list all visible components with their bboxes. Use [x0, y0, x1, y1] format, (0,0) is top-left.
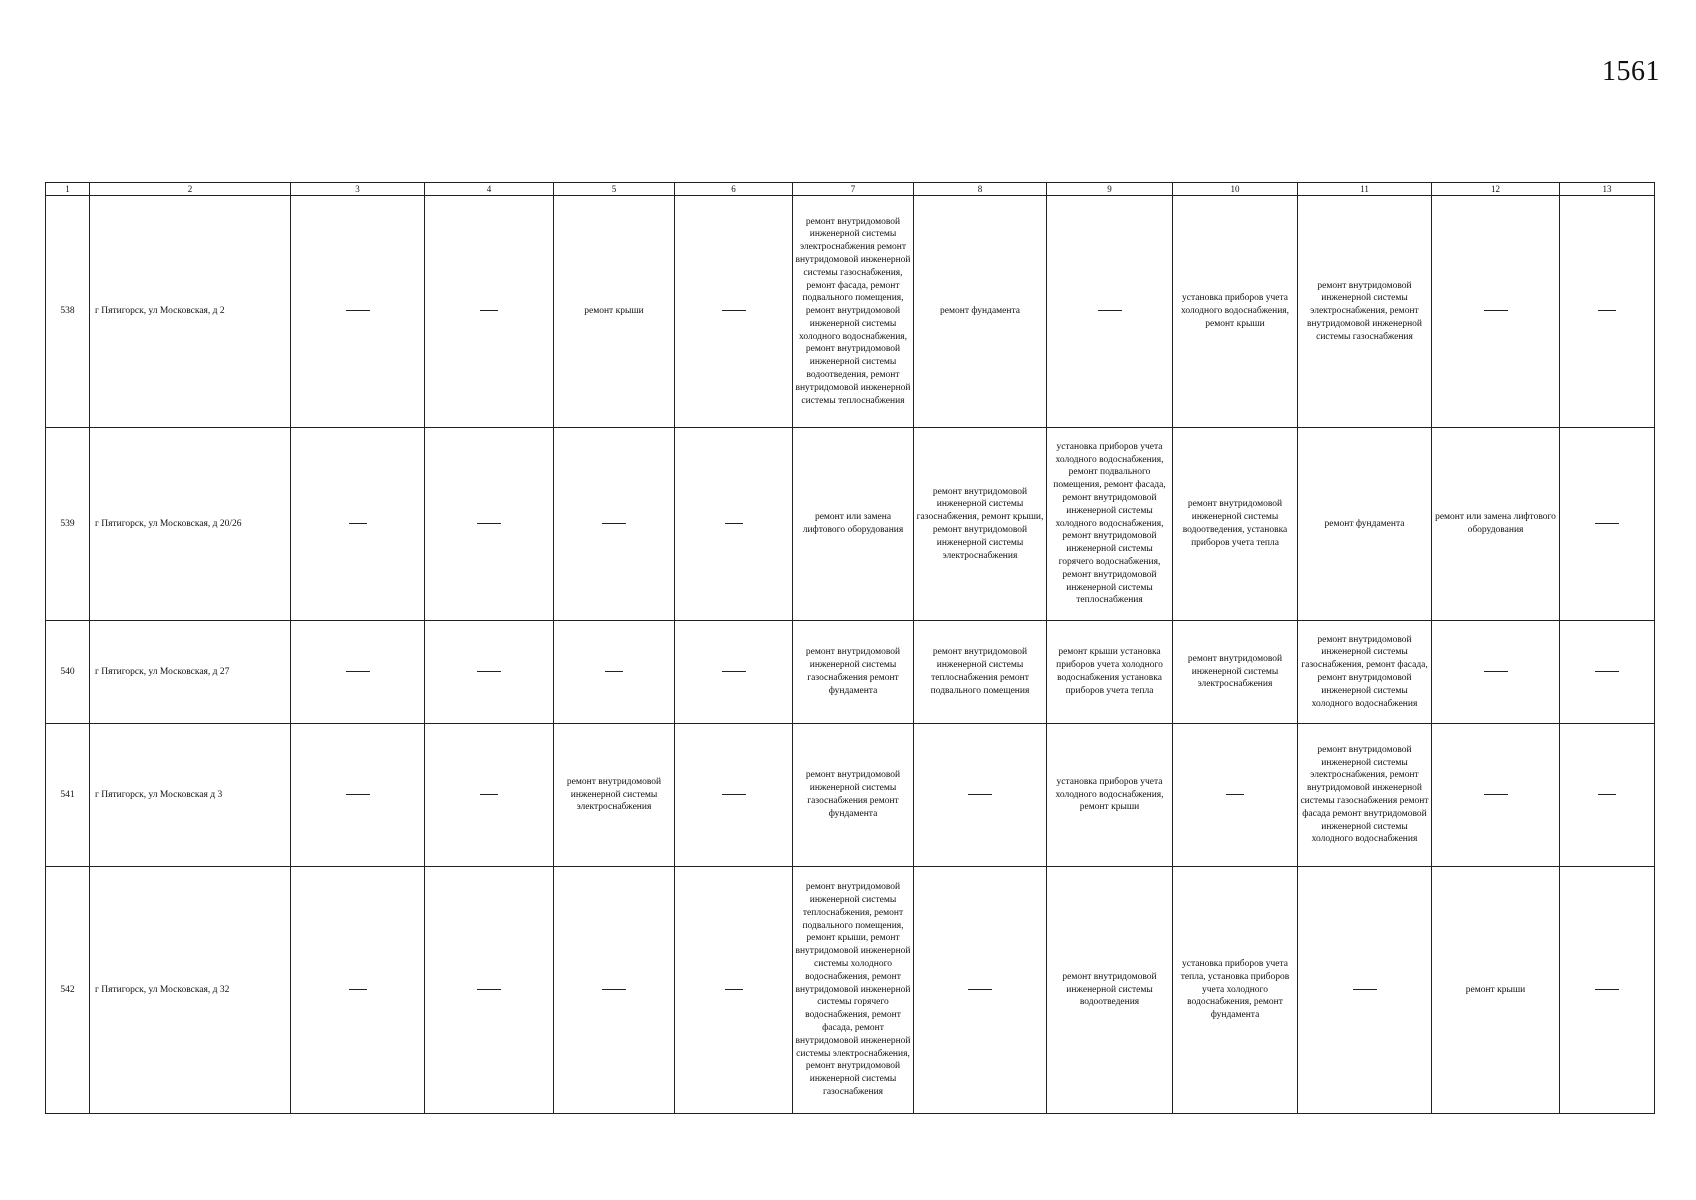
- cell-text: г Пятигорск, ул Московская, д 20/26: [95, 518, 242, 529]
- row-number-cell: [46, 621, 90, 724]
- dash-mark: [1484, 671, 1508, 672]
- dash-mark: [725, 523, 743, 524]
- dash-mark: [1484, 794, 1508, 795]
- repair-work-cell: [1173, 621, 1298, 724]
- table-row: [46, 196, 1655, 428]
- cell-text: г Пятигорск, ул Московская, д 32: [95, 984, 230, 995]
- dash-mark: [349, 989, 367, 990]
- cell-text: ремонт внутридомовой инженерной системы электроснабжения: [1187, 653, 1283, 690]
- address-cell: [90, 428, 291, 621]
- address-cell: [90, 724, 291, 867]
- repair-work-cell: [914, 196, 1047, 428]
- cell-text: ремонт внутридомовой инженерной системы теплоснабжения ремонт подвального помещения: [930, 647, 1030, 696]
- repair-work-cell: [675, 724, 793, 867]
- repair-work-cell: [675, 196, 793, 428]
- repair-work-cell: [793, 724, 914, 867]
- table-row: [46, 867, 1655, 1114]
- column-number: 10: [1173, 183, 1298, 196]
- column-number: 11: [1298, 183, 1432, 196]
- cell-text: ремонт внутридомовой инженерной системы газоснабжения ремонт фундамента: [805, 647, 901, 696]
- cell-text: установка приборов учета холодного водоснабжения, ремонт крыши: [1180, 293, 1290, 329]
- row-number-cell: [46, 428, 90, 621]
- dash-mark: [477, 523, 501, 524]
- dash-mark: [1595, 671, 1619, 672]
- column-number: 4: [425, 183, 554, 196]
- dash-mark: [1598, 310, 1616, 311]
- repair-work-cell: [1560, 724, 1655, 867]
- repair-work-cell: [425, 621, 554, 724]
- cell-text: 542: [60, 984, 75, 995]
- repair-work-cell: [425, 428, 554, 621]
- repair-work-cell: [1298, 724, 1432, 867]
- repair-work-cell: [1298, 621, 1432, 724]
- repair-work-cell: [1560, 196, 1655, 428]
- cell-text: ремонт внутридомовой инженерной системы водоотведения: [1062, 971, 1157, 1008]
- cell-text: 541: [60, 789, 75, 800]
- repair-work-cell: [1560, 867, 1655, 1114]
- cell-text: 539: [60, 518, 75, 529]
- repair-work-cell: [1047, 621, 1173, 724]
- repair-work-cell: [793, 621, 914, 724]
- dash-mark: [1595, 523, 1619, 524]
- column-number: 9: [1047, 183, 1173, 196]
- repair-work-cell: [554, 428, 675, 621]
- repair-work-cell: [675, 867, 793, 1114]
- column-number: 6: [675, 183, 793, 196]
- dash-mark: [349, 523, 367, 524]
- cell-text: ремонт крыши установка приборов учета холодного водоснабжения установка приборов учета тепла: [1056, 647, 1163, 696]
- repair-work-cell: [1047, 867, 1173, 1114]
- column-number: 13: [1560, 183, 1655, 196]
- dash-mark: [480, 794, 498, 795]
- repair-work-cell: [291, 196, 425, 428]
- dash-mark: [1595, 989, 1619, 990]
- dash-mark: [605, 671, 623, 672]
- cell-text: г Пятигорск, ул Московская, д 2: [95, 306, 225, 317]
- cell-text: установка приборов учета холодного водоснабжения, ремонт крыши: [1055, 776, 1164, 813]
- repair-work-cell: [291, 867, 425, 1114]
- repair-work-cell: [1047, 428, 1173, 621]
- cell-text: г Пятигорск, ул Московская, д 27: [95, 666, 230, 677]
- dash-mark: [480, 310, 498, 311]
- column-number-row: [46, 183, 1655, 196]
- column-number: 5: [554, 183, 675, 196]
- row-number-cell: [46, 196, 90, 428]
- column-number: 2: [90, 183, 291, 196]
- repair-work-cell: [1560, 621, 1655, 724]
- repair-work-cell: [675, 621, 793, 724]
- column-number: 7: [793, 183, 914, 196]
- dash-mark: [968, 794, 992, 795]
- repair-work-cell: [291, 621, 425, 724]
- repair-work-cell: [914, 428, 1047, 621]
- dash-mark: [722, 310, 746, 311]
- cell-text: 540: [60, 666, 75, 677]
- repair-work-cell: [914, 867, 1047, 1114]
- column-number: 3: [291, 183, 425, 196]
- table-row: [46, 621, 1655, 724]
- repair-work-cell: [425, 724, 554, 867]
- address-cell: [90, 621, 291, 724]
- repair-work-cell: [793, 428, 914, 621]
- table-body: [46, 196, 1655, 1114]
- repair-work-cell: [1173, 196, 1298, 428]
- cell-text: ремонт внутридомовой инженерной системы электроснабжения: [566, 776, 662, 813]
- repair-work-cell: [1173, 867, 1298, 1114]
- dash-mark: [1098, 310, 1122, 311]
- repair-work-cell: [291, 428, 425, 621]
- cell-text: ремонт фундамента: [940, 306, 1020, 317]
- repair-work-cell: [554, 867, 675, 1114]
- dash-mark: [725, 989, 743, 990]
- cell-text: ремонт крыши: [584, 306, 644, 317]
- dash-mark: [1598, 794, 1616, 795]
- cell-text: установка приборов учета тепла, установка приборов учета холодного водоснабжения, ремонт фундамента: [1180, 959, 1290, 1021]
- dash-mark: [477, 671, 501, 672]
- repair-work-cell: [1432, 724, 1560, 867]
- repair-work-cell: [914, 724, 1047, 867]
- repair-work-cell: [1432, 867, 1560, 1114]
- column-number: 1: [46, 183, 90, 196]
- cell-text: ремонт внутридомовой инженерной системы теплоснабжения, ремонт подвального помещения, ремонт крыши, ремонт внутридомовой инженерной системы холодного водоснабжения, ремонт внутридомовой инженерной системы горячего водоснабжения, ремонт фасада, ремонт внутридомовой инженерной системы электроснабжения, ремонт внутридомовой инженерной системы газоснабжения: [795, 882, 911, 1097]
- table-row: [46, 428, 1655, 621]
- repair-work-cell: [1432, 621, 1560, 724]
- repair-work-cell: [1173, 724, 1298, 867]
- cell-text: ремонт внутридомовой инженерной системы газоснабжения, ремонт фасада, ремонт внутридомовой инженерной системы холодного водоснабжения: [1301, 634, 1428, 709]
- row-number-cell: [46, 724, 90, 867]
- repair-work-cell: [291, 724, 425, 867]
- cell-text: ремонт или замена лифтового оборудования: [1435, 512, 1556, 535]
- repair-work-cell: [793, 867, 914, 1114]
- repair-work-cell: [914, 621, 1047, 724]
- repair-work-cell: [1173, 428, 1298, 621]
- cell-text: ремонт внутридомовой инженерной системы газоснабжения ремонт фундамента: [805, 770, 901, 819]
- repair-work-cell: [425, 196, 554, 428]
- cell-text: ремонт внутридомовой инженерной системы газоснабжения, ремонт крыши, ремонт внутридомовой инженерной системы электроснабжения: [916, 486, 1044, 561]
- repair-work-cell: [1047, 724, 1173, 867]
- repair-work-cell: [425, 867, 554, 1114]
- dash-mark: [602, 989, 626, 990]
- dash-mark: [722, 794, 746, 795]
- repair-work-cell: [554, 724, 675, 867]
- table-row: [46, 724, 1655, 867]
- column-number: 12: [1432, 183, 1560, 196]
- repair-work-cell: [793, 196, 914, 428]
- repair-work-cell: [1047, 196, 1173, 428]
- dash-mark: [1353, 989, 1377, 990]
- cell-text: ремонт внутридомовой инженерной системы водоотведения, установка приборов учета тепла: [1182, 499, 1288, 548]
- cell-text: г Пятигорск, ул Московская д 3: [95, 789, 223, 800]
- address-cell: [90, 196, 291, 428]
- cell-text: ремонт крыши: [1465, 984, 1526, 995]
- column-number: 8: [914, 183, 1047, 196]
- cell-text: ремонт или замена лифтового оборудования: [802, 512, 904, 535]
- dash-mark: [968, 989, 992, 990]
- repair-work-cell: [1432, 428, 1560, 621]
- cell-text: ремонт внутридомовой инженерной системы электроснабжения ремонт внутридомовой инженерной системы газоснабжения, ремонт фасада, ремонт подвального помещения, ремонт внутридомовой инженерной системы холодного водоснабжения, ремонт внутридомовой инженерной системы водоотведения, ремонт внутридомовой инженерной системы теплоснабжения: [795, 216, 911, 406]
- cell-text: 538: [60, 306, 75, 317]
- repair-work-cell: [1432, 196, 1560, 428]
- repair-work-cell: [675, 428, 793, 621]
- dash-mark: [1226, 794, 1244, 795]
- repair-work-cell: [1298, 196, 1432, 428]
- cell-text: ремонт фундамента: [1324, 518, 1405, 529]
- repair-work-cell: [1298, 867, 1432, 1114]
- dash-mark: [346, 794, 370, 795]
- repair-work-cell: [554, 621, 675, 724]
- cell-text: ремонт внутридомовой инженерной системы электроснабжения, ремонт внутридомовой инженерной системы газоснабжения: [1306, 280, 1422, 342]
- row-number-cell: [46, 867, 90, 1114]
- dash-mark: [602, 523, 626, 524]
- dash-mark: [346, 671, 370, 672]
- dash-mark: [346, 310, 370, 311]
- repair-work-cell: [1560, 428, 1655, 621]
- dash-mark: [1484, 310, 1508, 311]
- dash-mark: [477, 989, 501, 990]
- repair-work-cell: [554, 196, 675, 428]
- page-number: 1561: [1602, 56, 1660, 87]
- cell-text: ремонт внутридомовой инженерной системы электроснабжения, ремонт внутридомовой инженерной системы газоснабжения ремонт фасада ремонт внутридомовой инженерной системы холодного водоснабжения: [1300, 744, 1429, 845]
- dash-mark: [722, 671, 746, 672]
- repair-work-cell: [1298, 428, 1432, 621]
- address-cell: [90, 867, 291, 1114]
- cell-text: установка приборов учета холодного водоснабжения, ремонт подвального помещения, ремонт фасада, ремонт внутридомовой инженерной системы холодного водоснабжения, ремонт внутридомовой инженерной системы горячего водоснабжения, ремонт внутридомовой инженерной системы теплоснабжения: [1053, 441, 1166, 606]
- capital-repair-table: [45, 182, 1655, 1114]
